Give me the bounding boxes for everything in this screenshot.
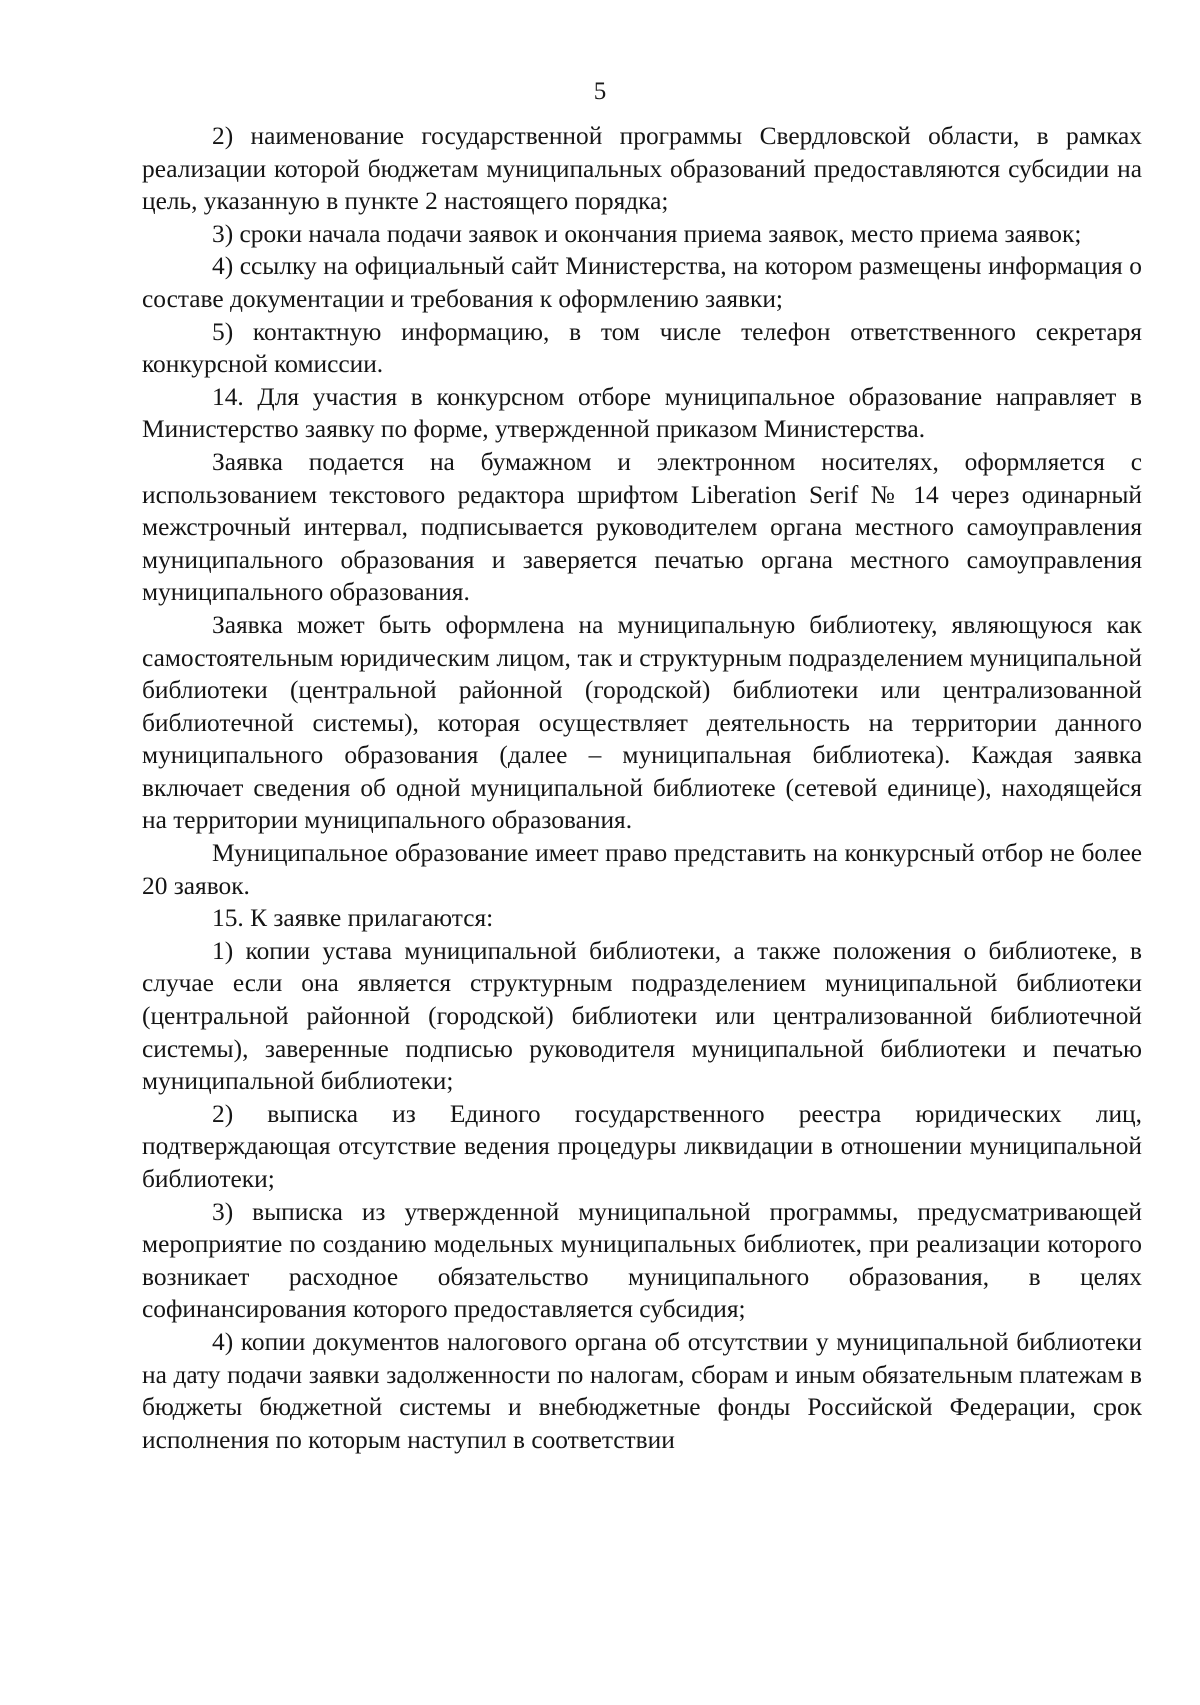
paragraph-attachment-2-registry-extract: 2) выписка из Единого государственного реестра юридических лиц, подтверждающая отсутствие ведения процедуры ликвидации в отношении муниципальной библиотеки; <box>142 1099 1142 1193</box>
paragraph-item-2-program-name: 2) наименование государственной программы Свердловской области, в рамках реализации которой бюджетам муниципальных образований предоставляются субсидии на цель, указанную в пункте 2 настоящего порядка; <box>142 122 1142 216</box>
paragraph-attachment-4-tax-documents: 4) копии документов налогового органа об отсутствии у муниципальной библиотеки на дату подачи заявки задолженности по налогам, сборам и иным обязательным платежам в бюджеты бюджетной системы и внебюджетные фонды Российской Федерации, срок исполнения по которым наступил в соответствии <box>142 1327 1142 1454</box>
paragraph-application-limit: Муниципальное образование имеет право представить на конкурсный отбор не более 20 заявок. <box>142 839 1142 900</box>
paragraph-application-format: Заявка подается на бумажном и электронном носителях, оформляется с использованием текстового редактора шрифтом Liberation Serif № 14 через одинарный межстрочный интервал, подписывается руководителем органа местного самоуправления муниципального образования и заверяется печатью органа местного самоуправления муниципального образования. <box>142 447 1142 607</box>
document-body <box>142 120 1142 1456</box>
paragraph-item-5-contact-info: 5) контактную информацию, в том числе телефон ответственного секретаря конкурсной комиссии. <box>142 317 1142 379</box>
paragraph-attachment-1-charter: 1) копии устава муниципальной библиотеки, а также положения о библиотеке, в случае если она является структурным подразделением муниципальной библиотеки (центральной районной (городской) библиотеки или централизованной библиотечной системы), заверенные подписью руководителя муниципальной библиотеки и печатью муниципальной библиотеки; <box>142 936 1142 1096</box>
paragraph-item-4-website-link: 4) ссылку на официальный сайт Министерства, на котором размещены информация о составе документации и требования к оформлению заявки; <box>142 252 1142 313</box>
paragraph-section-14: 14. Для участия в конкурсном отборе муниципальное образование направляет в Министерство заявку по форме, утвержденной приказом Министерства. <box>142 382 1142 444</box>
paragraph-application-library: Заявка может быть оформлена на муниципальную библиотеку, являющуюся как самостоятельным юридическим лицом, так и структурным подразделением муниципальной библиотеки (центральной районной (городской) библиотеки или централизованной библиотечной системы), которая осуществляет деятельность на территории данного муниципального образования (далее – муниципальная библиотека). Каждая заявка включает сведения об одной муниципальной библиотеке (сетевой единице), находящейся на территории муниципального образования. <box>142 610 1142 835</box>
paragraph-section-15: 15. К заявке прилагаются: <box>212 904 494 933</box>
paragraph-attachment-3-program-extract: 3) выписка из утвержденной муниципальной программы, предусматривающей мероприятие по созданию модельных муниципальных библиотек, при реализации которого возникает расходное обязательство муниципального образования, в целях софинансирования которого предоставляется субсидия; <box>142 1197 1142 1324</box>
paragraph-item-3-deadlines: 3) сроки начала подачи заявок и окончания приема заявок, место приема заявок; <box>212 219 1082 248</box>
page-number: 5 <box>593 78 607 105</box>
